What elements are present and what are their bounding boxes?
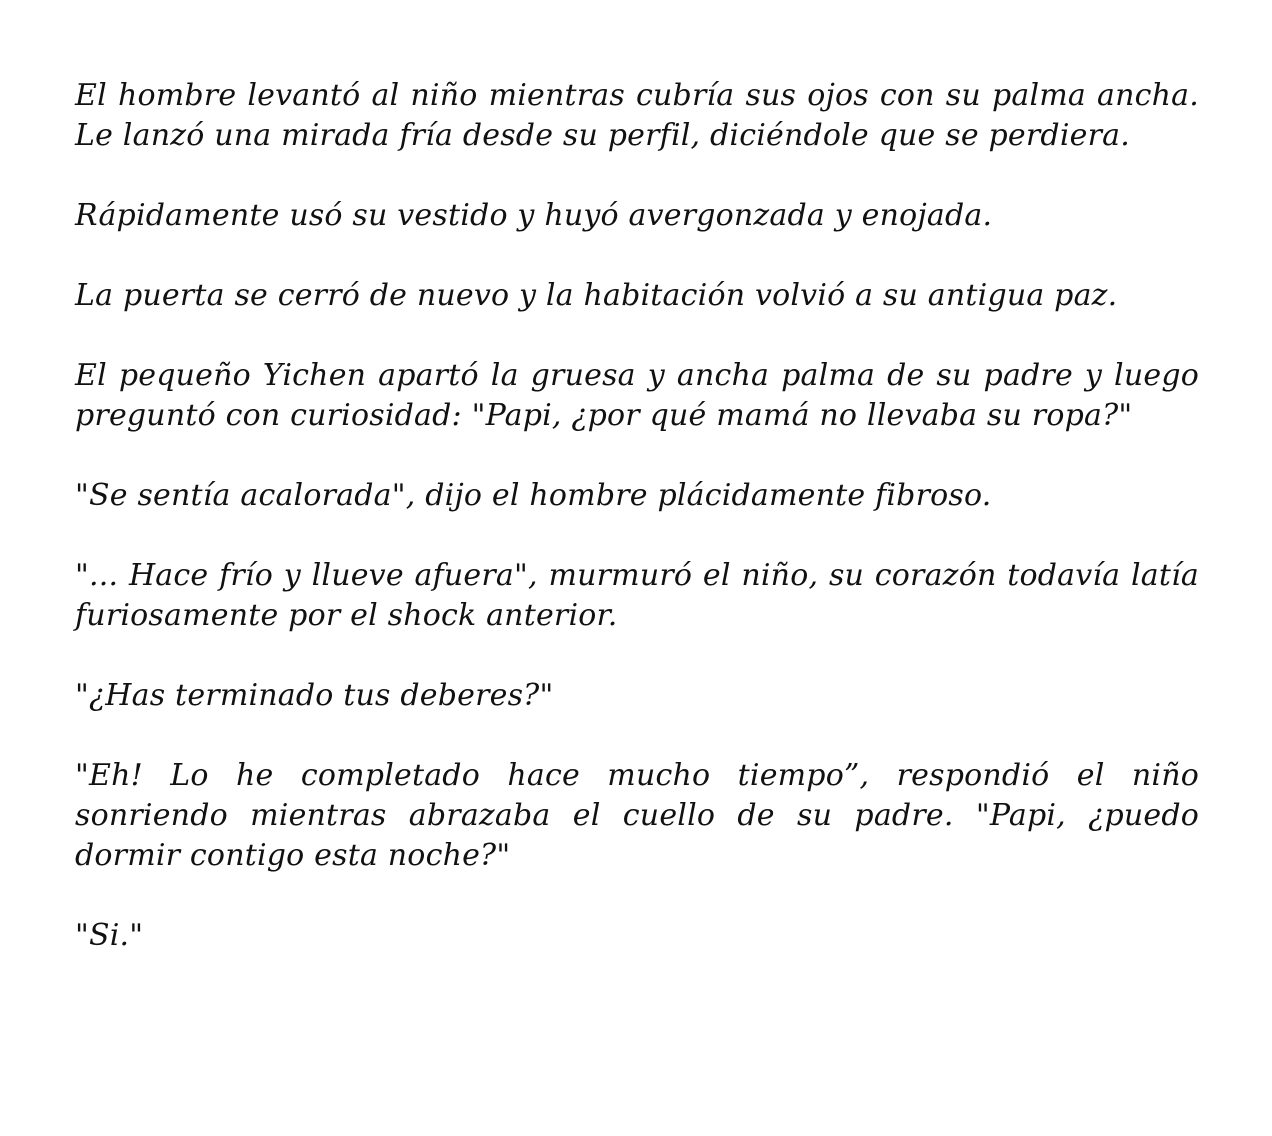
paragraph-1: El hombre levantó al niño mientras cubría sus ojos con su palma ancha. Le lanzó una mirada fría desde su perfil, diciéndole que se perdiera. bbox=[75, 78, 1199, 153]
paragraph-4: El pequeño Yichen apartó la gruesa y ancha palma de su padre y luego preguntó con curiosidad: "Papi, ¿por qué mamá no llevaba su ropa?" bbox=[75, 358, 1199, 433]
paragraph-7: "¿Has terminado tus deberes?" bbox=[75, 678, 554, 713]
paragraph-5: "Se sentía acalorada", dijo el hombre plácidamente fibroso. bbox=[75, 478, 992, 513]
paragraph-8: "Eh! Lo he completado hace mucho tiempo”, respondió el niño sonriendo mientras abrazaba el cuello de su padre. "Papi, ¿puedo dormir contigo esta noche?" bbox=[75, 758, 1199, 873]
paragraph-2: Rápidamente usó su vestido y huyó avergonzada y enojada. bbox=[75, 198, 993, 233]
paragraph-9: "Si." bbox=[75, 918, 144, 953]
document-page bbox=[75, 76, 1199, 956]
paragraph-6: "... Hace frío y llueve afuera", murmuró el niño, su corazón todavía latía furiosamente por el shock anterior. bbox=[75, 558, 1199, 633]
paragraph-3: La puerta se cerró de nuevo y la habitación volvió a su antigua paz. bbox=[75, 278, 1118, 313]
